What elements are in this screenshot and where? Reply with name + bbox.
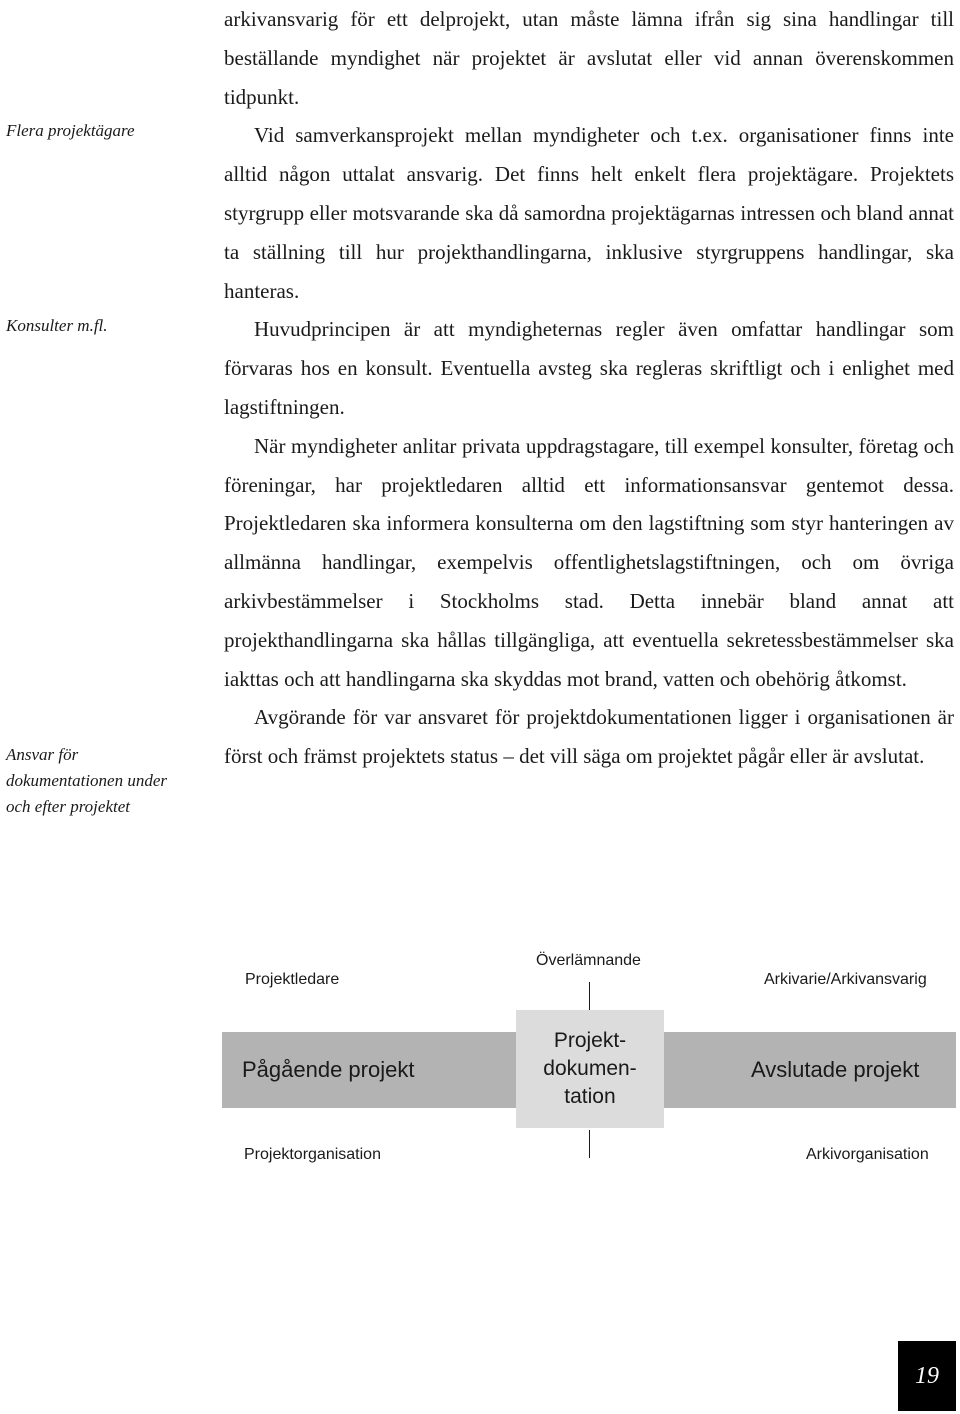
label-arkivarie: Arkivarie/Arkivansvarig (764, 971, 927, 988)
center-line-3: tation (564, 1085, 616, 1108)
margin-note-ansvar-line2: dokumentationen under (6, 771, 167, 790)
margin-note-ansvar-line3: och efter projektet (6, 797, 130, 816)
center-line-1: Projekt- (553, 1029, 627, 1052)
margin-note-ansvar (6, 742, 206, 820)
label-projektledare: Projektledare (245, 971, 340, 988)
body-text (224, 0, 954, 776)
margin-note-konsulter: Konsulter m.fl. (6, 316, 108, 335)
page-number-box (898, 1341, 956, 1411)
paragraph-2: Vid samverkansprojekt mellan myndigheter och t.ex. organisationer finns inte alltid någon uttalat ansvarig. Det finns helt enkelt flera projektägare. Projektets styrgrupp eller motsvarande ska då samordna projektägarnas intressen och bland annat ta ställning till hur projekthandlingarna, inklusive styrgruppens handlingar, ska hanteras. (224, 123, 954, 303)
label-overlamnande: Överlämnande (536, 952, 641, 969)
connector-bottom-line (589, 1130, 590, 1158)
projektdokumentation-label (543, 1027, 636, 1111)
label-arkivorganisation: Arkivorganisation (806, 1146, 929, 1163)
margin-note-flera-projektagare: Flera projektägare (6, 121, 135, 140)
page-number: 19 (915, 1362, 939, 1389)
center-line-2: dokumen- (543, 1057, 637, 1080)
paragraph-1: arkivansvarig för ett delprojekt, utan måste lämna ifrån sig sina handlingar till beställande myndighet när projektet är avslutat eller vid annan överenskommen tidpunkt. (224, 7, 954, 109)
band-avslutade-projekt: Avslutade projekt (751, 1057, 920, 1082)
band-pagaende-projekt: Pågående projekt (242, 1057, 415, 1082)
connector-top-line (589, 982, 590, 1010)
projektdokumentation-box (516, 1010, 664, 1128)
label-projektorganisation: Projektorganisation (244, 1146, 381, 1163)
paragraph-3: Huvudprincipen är att myndigheternas regler även omfattar handlingar som förvaras hos en konsult. Eventuella avsteg ska regleras skriftligt och i enlighet med lagstiftningen. (224, 317, 954, 419)
paragraph-5: Avgörande för var ansvaret för projektdokumentationen ligger i organisationen är först och främst projektets status – det vill säga om projektet pågår eller är avslutat. (224, 705, 954, 769)
margin-note-ansvar-line1: Ansvar för (6, 745, 79, 764)
paragraph-4: När myndigheter anlitar privata uppdragstagare, till exempel konsulter, företag och föreningar, har projektledaren alltid ett informationsansvar gentemot dessa. Projektledaren ska informera konsulterna om den lagstiftning som styr hanteringen av allmänna handlingar, exempelvis offentlighetslagstiftningen, och om övriga arkivbestämmelser i Stockholms stad. Detta innebär bland annat att projekthandlingarna ska hållas tillgängliga, att eventuella sekretessbestämmelser ska iakttas och att handlingarna ska skyddas mot brand, vatten och obehörig åtkomst. (224, 433, 954, 691)
